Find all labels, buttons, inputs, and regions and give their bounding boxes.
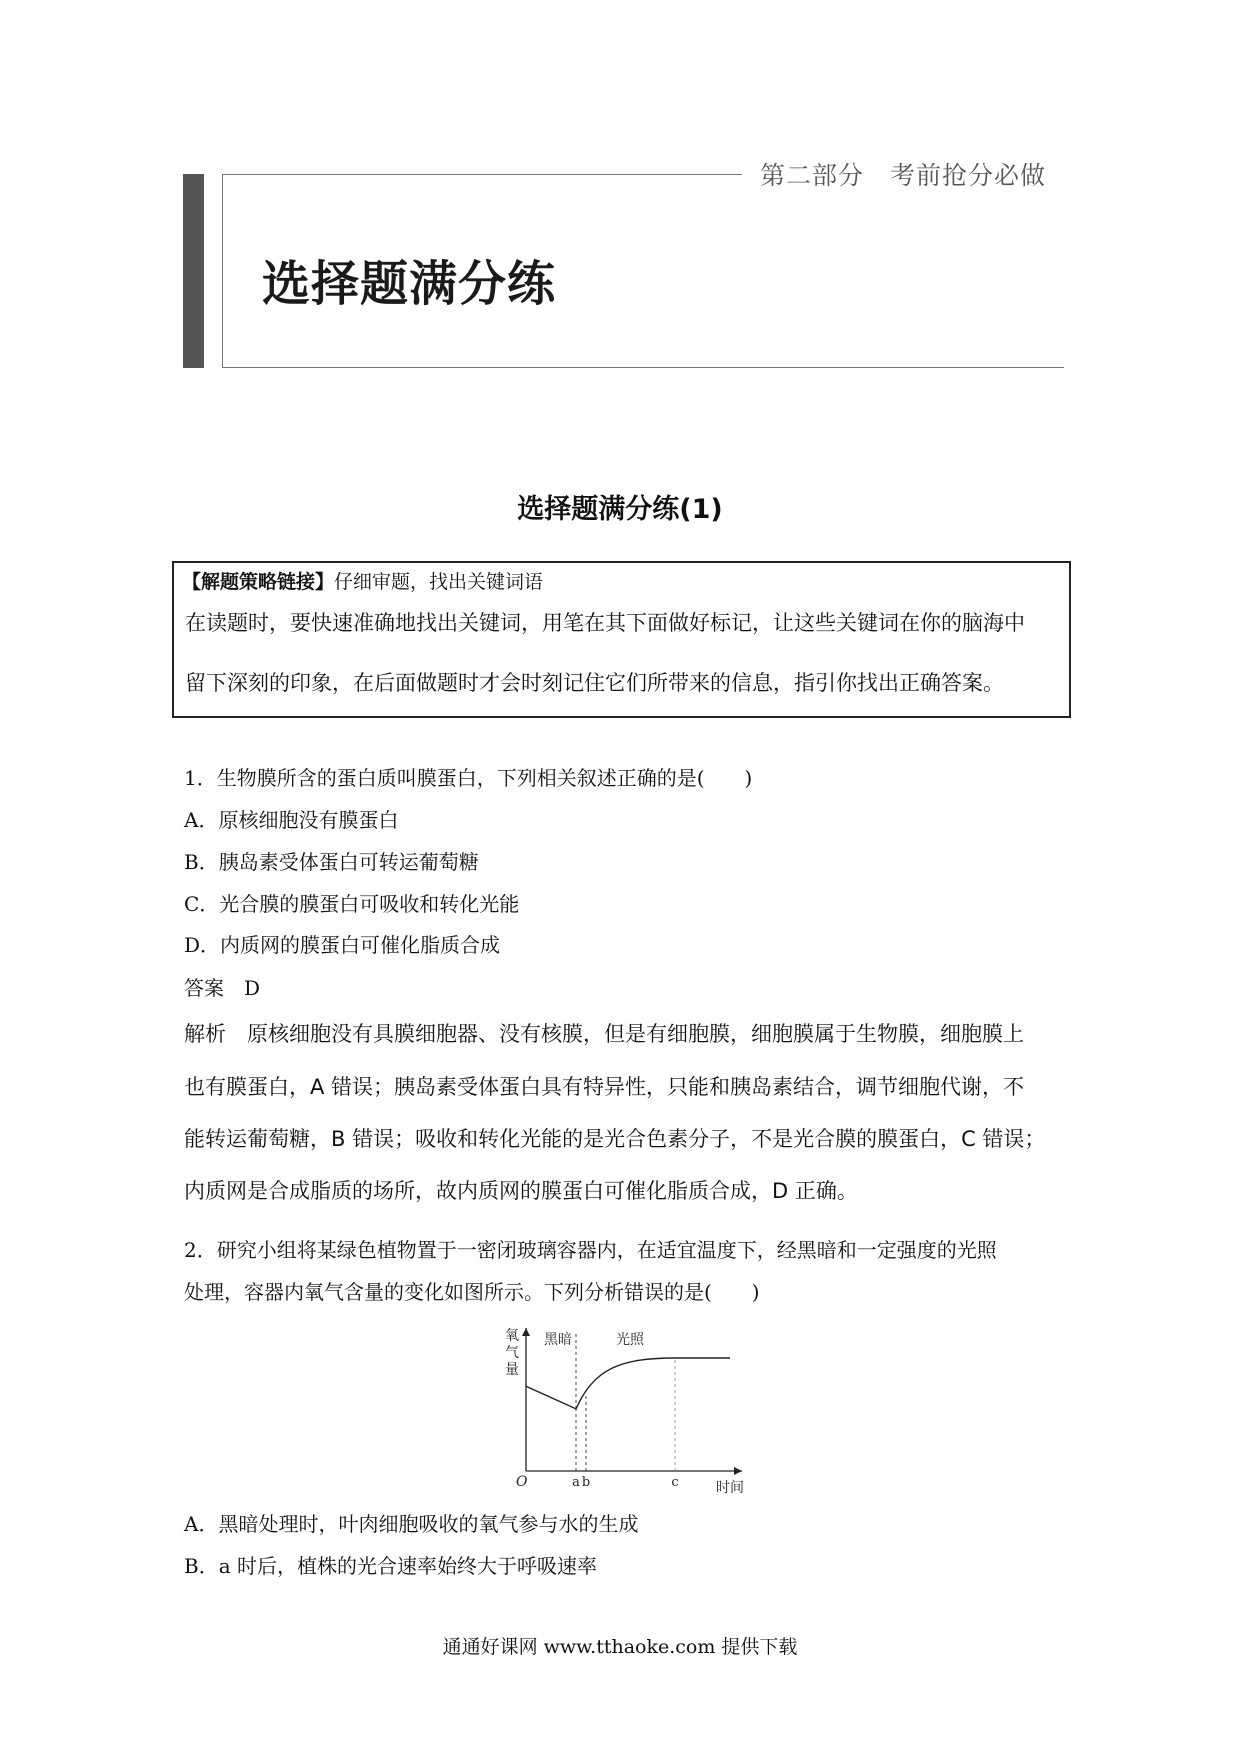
question-1-stem: 1．生物膜所含的蛋白质叫膜蛋白，下列相关叙述正确的是( ) — [184, 766, 753, 790]
region-label-light: 光照 — [616, 1332, 644, 1348]
q1-option-c: C．光合膜的膜蛋白可吸收和转化光能 — [184, 892, 520, 916]
q1-option-a: A．原核细胞没有膜蛋白 — [184, 808, 399, 832]
x-tick-label-c: c — [671, 1475, 679, 1490]
oxygen-curve — [526, 1358, 730, 1409]
origin-label: O — [516, 1474, 528, 1490]
strategy-tag: 【解题策略链接】 — [182, 571, 335, 593]
strategy-line: 留下深刻的印象，在后面做题时才会时刻记住它们所带来的信息，指引你找出正确答案。 — [185, 671, 1004, 695]
x-tick-label-b: b — [581, 1475, 591, 1490]
q1-option-b: B．胰岛素受体蛋白可转运葡萄糖 — [184, 850, 479, 874]
y-axis-label-char: 量 — [505, 1362, 519, 1378]
x-axis-label: 时间 — [716, 1480, 744, 1496]
y-axis-label-char: 氧 — [505, 1328, 519, 1344]
strategy-heading — [182, 567, 543, 594]
banner-bottom-rule — [222, 367, 1064, 368]
region-label-dark: 黑暗 — [544, 1332, 572, 1348]
q2-option-a: A．黑暗处理时，叶肉细胞吸收的氧气参与水的生成 — [184, 1512, 639, 1536]
y-axis-arrow — [522, 1328, 530, 1336]
q1-option-d: D．内质网的膜蛋白可催化脂质合成 — [184, 933, 501, 957]
question-2-stem-line: 2．研究小组将某绿色植物置于一密闭玻璃容器内，在适宜温度下，经黑暗和一定强度的光照 — [184, 1238, 997, 1262]
oxygen-chart — [480, 1316, 760, 1496]
section-title: 选择题满分练(1) — [517, 494, 723, 525]
x-axis-arrow — [734, 1467, 742, 1475]
q1-analysis-line: 内质网是合成脂质的场所，故内质网的膜蛋白可催化脂质合成，D 正确。 — [184, 1179, 858, 1203]
chart-plot — [505, 1328, 744, 1496]
banner-top-rule — [222, 174, 742, 175]
strategy-heading-text: 仔细审题，找出关键词语 — [334, 571, 544, 593]
q1-analysis-line: 也有膜蛋白，A 错误；胰岛素受体蛋白具有特异性，只能和胰岛素结合，调节细胞代谢，不 — [184, 1075, 1025, 1099]
banner-left-rule — [222, 174, 223, 368]
q1-analysis-line: 能转运葡萄糖，B 错误；吸收和转化光能的是光合色素分子，不是光合膜的膜蛋白，C 错误； — [184, 1127, 1046, 1151]
y-axis-label-char: 气 — [505, 1345, 519, 1361]
banner-accent-bar — [183, 174, 204, 368]
q1-analysis-line: 解析 原核细胞没有具膜细胞器、没有核膜，但是有细胞膜，细胞膜属于生物膜，细胞膜上 — [184, 1022, 1024, 1046]
q2-option-b: B．a 时后，植株的光合速率始终大于呼吸速率 — [184, 1554, 597, 1578]
part-label: 第二部分 考前抢分必做 — [760, 161, 1047, 190]
x-tick-label-a: a — [572, 1475, 580, 1490]
q1-answer: 答案 D — [184, 976, 261, 1000]
strategy-line: 在读题时，要快速准确地找出关键词，用笔在其下面做好标记，让这些关键词在你的脑海中 — [185, 611, 1025, 635]
chapter-title: 选择题满分练 — [262, 256, 557, 312]
page-footer: 通通好课网 www.tthaoke.com 提供下载 — [442, 1636, 798, 1658]
question-2-stem-line: 处理，容器内氧气含量的变化如图所示。下列分析错误的是( ) — [184, 1280, 760, 1304]
